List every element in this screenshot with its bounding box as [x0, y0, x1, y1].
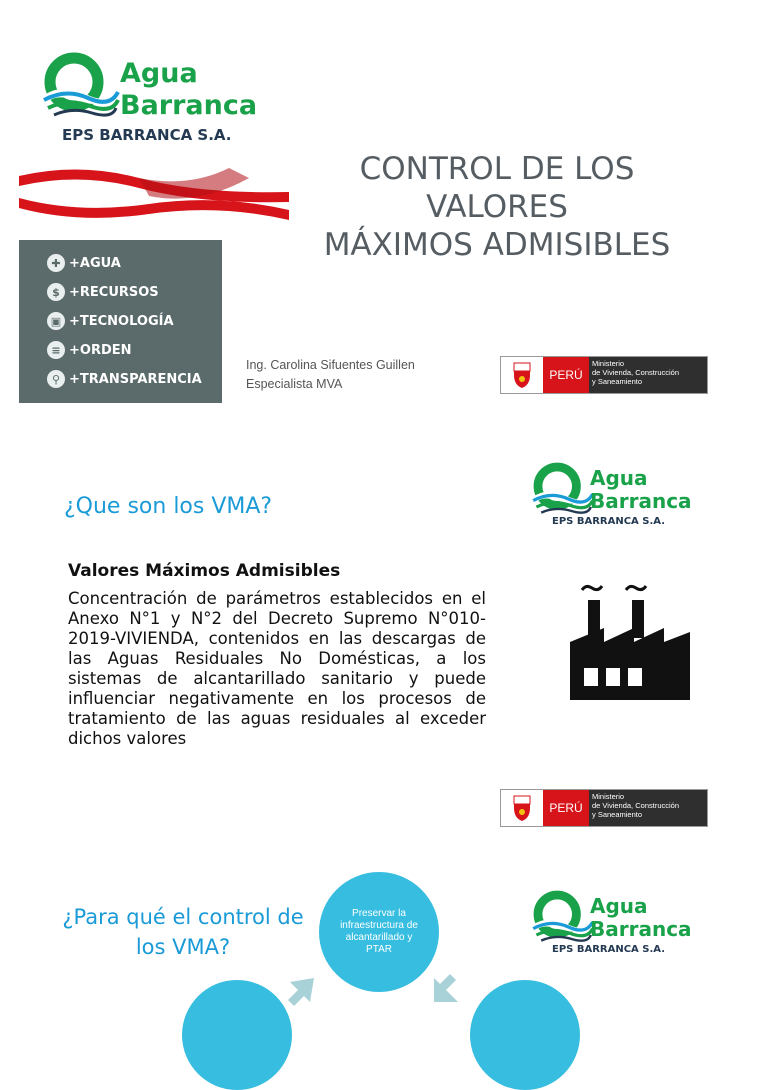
purpose-circle-text: Preservar la infraestructura de alcantarillado y PTAR [340, 908, 418, 955]
agua-barranca-emblem-icon [40, 52, 120, 124]
peru-flag-ribbon [19, 148, 289, 233]
panel-item-transparencia [47, 369, 202, 389]
brand-subtitle: EPS BARRANCA S.A. [62, 126, 232, 144]
slide3-title-line2: los VMA? [135, 935, 231, 959]
slide1-title [292, 150, 702, 264]
slide3-title [58, 902, 308, 962]
agua-barranca-logo-small [516, 456, 706, 534]
panel-item-label: +RECURSOS [69, 284, 159, 300]
panel-item-tecnologia [47, 311, 174, 331]
ministry-line1: Ministerio [592, 792, 625, 801]
slide1-title-line1: CONTROL DE LOS VALORES [359, 151, 635, 225]
monitor-icon: ▣ [47, 312, 65, 330]
brand-subtitle: EPS BARRANCA S.A. [552, 944, 665, 955]
arrow-right-icon [430, 974, 466, 1010]
purpose-circle-infrastructure [319, 872, 439, 992]
panel-item-label: +TRANSPARENCIA [69, 371, 202, 387]
document-icon: ≡ [47, 341, 65, 359]
agua-barranca-emblem-icon [530, 890, 594, 948]
slide3-title-line1: ¿Para qué el control de [62, 905, 304, 929]
panel-item-agua [47, 253, 121, 273]
panel-item-label: +AGUA [69, 255, 121, 271]
author-name: Ing. Carolina Sifuentes Guillen [246, 358, 415, 372]
arrow-left-icon [286, 974, 322, 1010]
panel-item-orden [47, 340, 132, 360]
panel-item-recursos [47, 282, 159, 302]
panel-item-label: +ORDEN [69, 342, 132, 358]
agua-barranca-logo-large [40, 50, 280, 150]
slide2-subtitle: Valores Máximos Admisibles [68, 561, 341, 581]
peru-ministry-badge [500, 789, 708, 827]
peru-coat-of-arms-icon [501, 790, 543, 826]
ministry-line2: de Vivienda, Construcción [592, 368, 679, 377]
brand-name-line2: Barranca [590, 489, 692, 513]
brand-subtitle: EPS BARRANCA S.A. [552, 516, 665, 527]
factory-icon [570, 580, 690, 700]
ministry-line3: y Saneamiento [592, 810, 643, 819]
peru-ministry-badge [500, 356, 708, 394]
peru-label: PERÚ [543, 790, 589, 826]
panel-item-label: +TECNOLOGÍA [69, 313, 174, 329]
agua-barranca-emblem-icon [530, 462, 594, 520]
brand-name-line1: Agua [590, 466, 648, 490]
brand-name-line1: Agua [120, 58, 198, 89]
brand-name-line2: Barranca [120, 90, 258, 121]
ministry-name [592, 792, 679, 819]
ministry-line1: Ministerio [592, 359, 625, 368]
brand-name-line2: Barranca [590, 917, 692, 941]
brand-name-line1: Agua [590, 894, 648, 918]
purpose-circle-right [470, 980, 580, 1090]
money-icon: $ [47, 283, 65, 301]
slide1-title-line2: MÁXIMOS ADMISIBLES [323, 227, 671, 263]
magnifier-icon: ⚲ [47, 370, 65, 388]
values-panel [19, 240, 222, 403]
ministry-line2: de Vivienda, Construcción [592, 801, 679, 810]
ministry-line3: y Saneamiento [592, 377, 643, 386]
author-block [246, 356, 415, 394]
faucet-icon: ✚ [47, 254, 65, 272]
author-role: Especialista MVA [246, 377, 343, 391]
purpose-circle-left [182, 980, 292, 1090]
peru-label: PERÚ [543, 357, 589, 393]
ministry-name [592, 359, 679, 386]
peru-coat-of-arms-icon [501, 357, 543, 393]
slide2-body: Concentración de parámetros establecidos en el Anexo N°1 y N°2 del Decreto Supremo N°010-2019-VIVIENDA, contenidos en las descargas de las Aguas Residuales No Domésticas, a los sistemas de alcantarillado sanitario y puede influenciar negativamente en los procesos de tratamiento de las aguas residuales al exceder dichos valores [68, 589, 486, 748]
slide2-title: ¿Que son los VMA? [64, 494, 273, 519]
agua-barranca-logo-small [516, 884, 706, 962]
